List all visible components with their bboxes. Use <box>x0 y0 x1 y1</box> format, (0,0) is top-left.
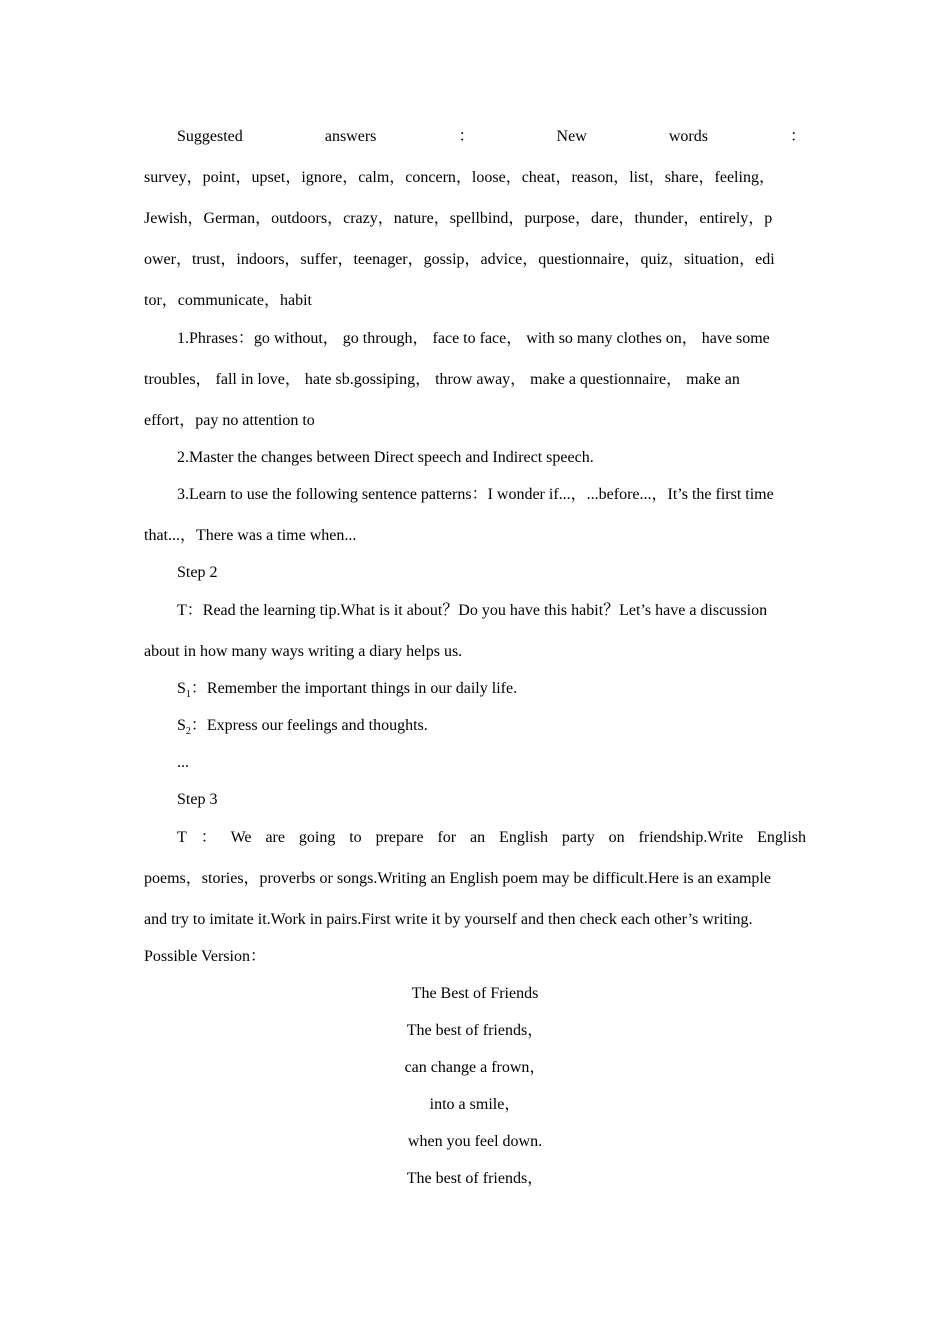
justified-word: friendship.Write <box>638 829 744 846</box>
teacher-line: about in how many ways writing a diary helps us. <box>144 643 463 660</box>
justified-word: for <box>437 829 457 846</box>
possible-version-label: Possible Version： <box>144 948 266 965</box>
student-number: 2 <box>185 726 191 738</box>
student-number: 1 <box>185 689 191 701</box>
student-2-line <box>144 714 806 738</box>
justified-word: We <box>230 829 252 846</box>
student-label: S <box>177 680 186 697</box>
phrases-line: effort，pay no attention to <box>144 412 315 429</box>
ellipsis: ... <box>177 754 189 771</box>
heading-word: Suggested <box>177 128 243 145</box>
heading-word: New <box>556 128 587 145</box>
student-1-line <box>144 677 806 701</box>
item-3-line: that...，There was a time when... <box>144 527 357 544</box>
poem-line: into a smile， <box>429 1096 521 1113</box>
step-2-heading: Step 2 <box>177 564 218 581</box>
poem-line: The best of friends， <box>406 1170 544 1187</box>
new-words-line: Jewish，German，outdoors，crazy，nature，spellbind，purpose，dare，thunder，entirely，p <box>144 210 773 227</box>
poem-title: The Best of Friends <box>411 985 539 1002</box>
suggested-answers-heading <box>144 125 806 149</box>
poem-line: when you feel down. <box>407 1133 543 1150</box>
justified-word: party <box>561 829 595 846</box>
student-text: ：Express our feelings and thoughts. <box>190 717 428 734</box>
justified-word: an <box>470 829 486 846</box>
item-3-line: 3.Learn to use the following sentence patterns：I wonder if...，...before...，It’s the first time <box>177 486 774 503</box>
student-label: S <box>177 717 186 734</box>
phrases-line: troubles， fall in love， hate sb.gossiping， throw away， make a questionnaire， make an <box>144 371 740 388</box>
heading-word: ： <box>789 128 806 145</box>
step-3-heading: Step 3 <box>177 791 218 808</box>
justified-word: going <box>298 829 336 846</box>
poem-line: can change a frown， <box>404 1059 546 1076</box>
new-words-line: ower，trust，indoors，suffer，teenager，gossip，advice，questionnaire，quiz，situation，edi <box>144 251 775 268</box>
justified-word: English <box>499 829 548 846</box>
new-words-line: survey，point，upset，ignore，calm，concern，loose，cheat，reason，list，share，feeling， <box>144 169 775 186</box>
justified-word: to <box>349 829 362 846</box>
justified-word: ： <box>200 829 217 846</box>
teacher-step3-line <box>144 826 806 850</box>
justified-word: on <box>608 829 625 846</box>
student-text: ：Remember the important things in our daily life. <box>190 680 518 697</box>
new-words-line: tor，communicate，habit <box>144 292 312 309</box>
heading-word: answers <box>324 128 377 145</box>
justified-word: T <box>177 829 187 846</box>
phrases-line: 1.Phrases：go without， go through， face to face， with so many clothes on， have some <box>177 330 770 347</box>
teacher-step3-line: and try to imitate it.Work in pairs.First write it by yourself and then check each other’s writing. <box>144 911 753 928</box>
justified-word: English <box>757 829 806 846</box>
heading-word: ： <box>458 128 475 145</box>
poem-line: The best of friends， <box>406 1022 544 1039</box>
justified-word: prepare <box>375 829 424 846</box>
heading-word: words <box>668 128 708 145</box>
item-2: 2.Master the changes between Direct speech and Indirect speech. <box>177 449 594 466</box>
teacher-line: T：Read the learning tip.What is it about？Do you have this habit？Let’s have a discussion <box>177 602 768 619</box>
teacher-step3-line: poems，stories，proverbs or songs.Writing an English poem may be difficult.Here is an example <box>144 870 771 887</box>
justified-word: are <box>265 829 285 846</box>
